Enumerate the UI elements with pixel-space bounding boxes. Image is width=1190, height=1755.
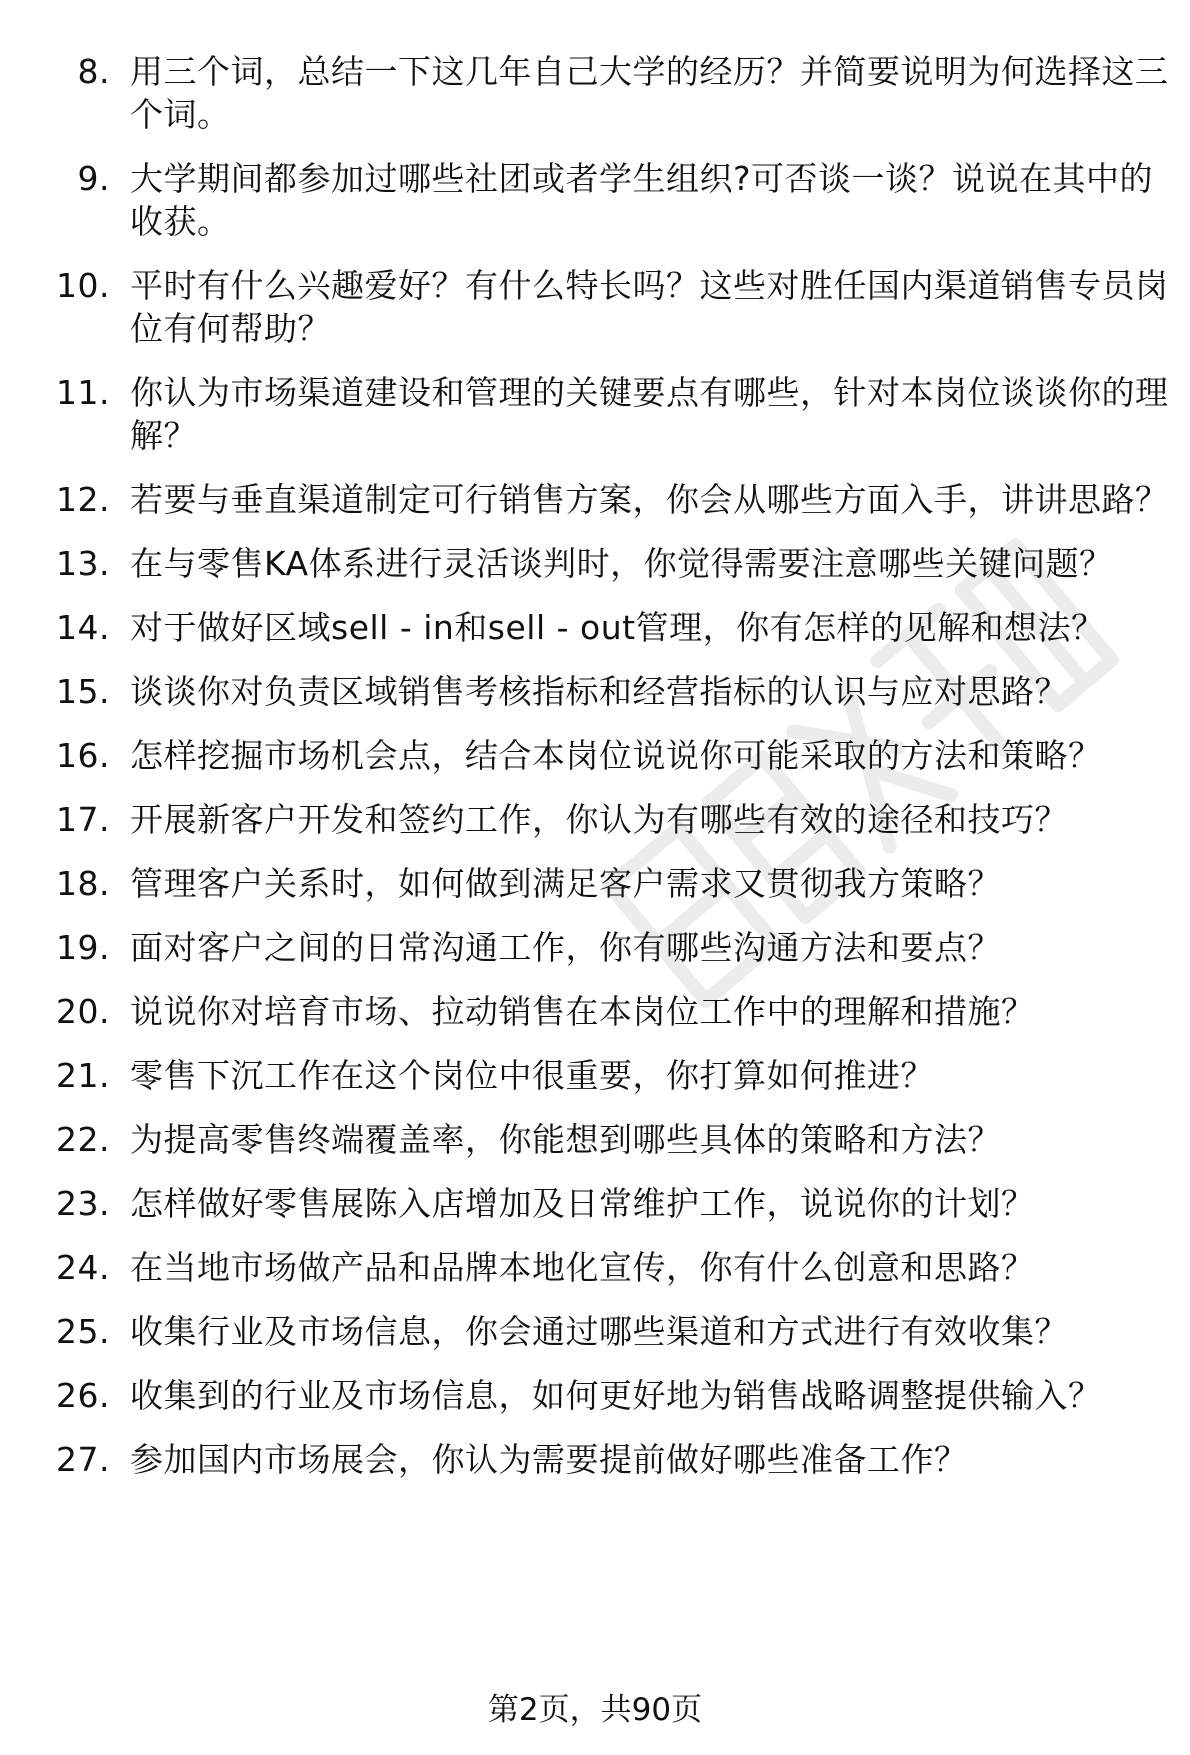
question-item <box>0 264 1190 350</box>
question-item <box>0 798 1190 841</box>
question-text: 怎样做好零售展陈入店增加及日常维护工作，说说你的计划？ <box>130 1184 1035 1223</box>
question-text: 管理客户关系时，如何做到满足客户需求又贯彻我方策略？ <box>130 864 1001 903</box>
question-item <box>0 371 1190 457</box>
question-item <box>0 990 1190 1033</box>
question-number: 21. <box>56 1056 110 1095</box>
question-text: 收集行业及市场信息，你会通过哪些渠道和方式进行有效收集？ <box>130 1312 1068 1351</box>
question-text: 为提高零售终端覆盖率，你能想到哪些具体的策略和方法？ <box>130 1120 1001 1159</box>
question-text: 谈谈你对负责区域销售考核指标和经营指标的认识与应对思路？ <box>130 672 1068 711</box>
question-text: 若要与垂直渠道制定可行销售方案，你会从哪些方面入手，讲讲思路？ <box>130 480 1169 519</box>
question-number: 17. <box>56 800 110 839</box>
question-item <box>0 862 1190 905</box>
question-number: 22. <box>56 1120 110 1159</box>
question-item <box>0 926 1190 969</box>
question-item <box>0 1310 1190 1353</box>
question-text: 面对客户之间的日常沟通工作，你有哪些沟通方法和要点？ <box>130 928 1001 967</box>
question-text: 用三个词，总结一下这几年自己大学的经历？并简要说明为何选择这三个词。 <box>130 52 1169 134</box>
question-item <box>0 542 1190 585</box>
page-number-label: 第2页，共90页 <box>487 1692 703 1728</box>
question-item <box>0 50 1190 136</box>
question-item <box>0 606 1190 649</box>
question-text: 说说你对培育市场、拉动销售在本岗位工作中的理解和措施？ <box>130 992 1035 1031</box>
question-number: 18. <box>56 864 110 903</box>
question-item <box>0 1118 1190 1161</box>
question-number: 26. <box>56 1376 110 1415</box>
question-number: 11. <box>56 373 110 412</box>
question-number: 10. <box>56 266 110 305</box>
question-text: 收集到的行业及市场信息，如何更好地为销售战略调整提供输入？ <box>130 1376 1102 1415</box>
question-text: 平时有什么兴趣爱好？有什么特长吗？这些对胜任国内渠道销售专员岗位有何帮助？ <box>130 266 1169 348</box>
question-item <box>0 478 1190 521</box>
question-number: 15. <box>56 672 110 711</box>
question-text: 在与零售KA体系进行灵活谈判时，你觉得需要注意哪些关键问题？ <box>130 544 1113 583</box>
question-item <box>0 157 1190 243</box>
question-number: 12. <box>56 480 110 519</box>
question-text: 开展新客户开发和签约工作，你认为有哪些有效的途径和技巧？ <box>130 800 1068 839</box>
question-number: 16. <box>56 736 110 775</box>
question-number: 8. <box>77 52 110 91</box>
question-number: 25. <box>56 1312 110 1351</box>
question-number: 24. <box>56 1248 110 1287</box>
question-number: 27. <box>56 1440 110 1479</box>
question-number: 23. <box>56 1184 110 1223</box>
question-text: 对于做好区域sell - in和sell - out管理，你有怎样的见解和想法？ <box>130 608 1105 647</box>
question-item <box>0 1438 1190 1481</box>
question-text: 零售下沉工作在这个岗位中很重要，你打算如何推进？ <box>130 1056 934 1095</box>
question-number: 14. <box>56 608 110 647</box>
question-item <box>0 1182 1190 1225</box>
question-text: 你认为市场渠道建设和管理的关键要点有哪些，针对本岗位谈谈你的理解？ <box>130 373 1169 455</box>
question-number: 20. <box>56 992 110 1031</box>
question-text: 参加国内市场展会，你认为需要提前做好哪些准备工作？ <box>130 1440 968 1479</box>
question-number: 9. <box>77 159 110 198</box>
question-text: 在当地市场做产品和品牌本地化宣传，你有什么创意和思路？ <box>130 1248 1035 1287</box>
question-item <box>0 734 1190 777</box>
question-text: 怎样挖掘市场机会点，结合本岗位说说你可能采取的方法和策略？ <box>130 736 1102 775</box>
question-number: 13. <box>56 544 110 583</box>
question-item <box>0 1374 1190 1417</box>
question-item <box>0 1246 1190 1289</box>
question-item <box>0 1054 1190 1097</box>
question-number: 19. <box>56 928 110 967</box>
question-item <box>0 670 1190 713</box>
question-text: 大学期间都参加过哪些社团或者学生组织?可否谈一谈？说说在其中的收获。 <box>130 159 1154 241</box>
question-list <box>0 50 1190 1502</box>
page-footer <box>0 1690 1190 1730</box>
